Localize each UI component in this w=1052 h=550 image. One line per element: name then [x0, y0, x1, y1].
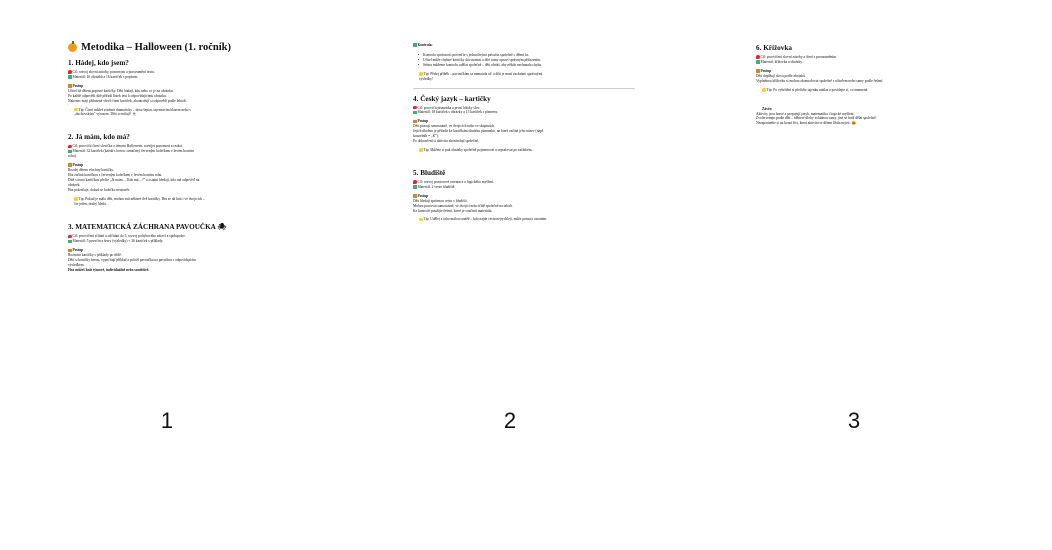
clipboard-icon: [413, 120, 417, 124]
goal-line: Cíl: rozvoj slovní zásoby, pozornosti a porozumění textu.: [68, 70, 290, 75]
page-number-3: 3: [847, 408, 861, 433]
tip-text: Tip: Pokud je málo dětí, mohou mít některé dvě kartičky. Hra se dá hrát i ve dvojicích – čte jeden, druhý hledá.: [74, 196, 205, 206]
procedure-line: Hra pokračuje, dokud se kolečko neuzavře.: [68, 187, 131, 192]
check-item: • Sebou můžeme kontrolu udělat společně – děti obrátí, aby někdo nechanala chyba.: [423, 63, 639, 68]
procedure-line: Rozmísti kartičky s příklady po třídě.: [68, 253, 122, 258]
material-icon: [68, 240, 72, 244]
tip-text: Tip: Po vyluštění si přečtěte tajenku nahlas a povídejte si, co znamená.: [762, 88, 978, 93]
pin-icon: [756, 55, 760, 59]
material-line-cont: rohu).: [68, 154, 77, 159]
clipboard-icon: [68, 249, 72, 253]
section-heading: 6. Křížovka: [756, 44, 792, 52]
clipboard-icon: [413, 194, 417, 198]
conclusion-label: Závěr:: [762, 106, 773, 111]
section-heading: 3. MATEMATICKÁ ZÁCHRANA PAVOUČKA 🕷: [68, 223, 227, 232]
material-icon: [68, 75, 72, 79]
material-line: Materiál: 2 verze bludiště.: [413, 185, 635, 190]
goal-line: Cíl: rozvoj prostorové orientace a logického myšlení.: [413, 180, 635, 185]
procedure-label: Postup: [68, 248, 294, 252]
page-number-1: 1: [160, 408, 174, 433]
material-line: Materiál: 18 kartiček s obrázky a 15 kartiček s písmeny.: [413, 110, 635, 115]
tip-text: Tip: Udělej z toho malou soutěž – kdo najde cestu nejrychleji, může pomoct ostatním.: [419, 217, 635, 222]
material-line: Materiál: 5 pavučin a šesty (výsledky) + 36 kartiček s příklady.: [68, 239, 290, 244]
clipboard-icon: [68, 84, 72, 88]
page-2-thumbnail[interactable]: [407, 34, 639, 364]
section-heading: 5. Bludiště: [413, 168, 446, 177]
procedure-line: Ke kontrole použijte řešení, které je součástí materiálu.: [413, 208, 493, 213]
bulb-icon: [419, 148, 423, 152]
conclusion-line: Aktivity jsou hravé a propojují jazyk, matematiku i logické myšlení.: [756, 111, 855, 116]
goal-line: Cíl: procvičení sčítání a odčítání do 5, rozvoj pohybového zdraví a spolupráce.: [68, 234, 290, 239]
section-heading: 2. Já mám, kdo má?: [68, 133, 130, 142]
procedure-line: Hra začíná kartičkou s červeným kolečkem v levém horním rohu.: [68, 172, 163, 177]
procedure-line: kouzelník = „K").: [413, 134, 439, 139]
procedure-line: Rozdej dětem všechny kartičky.: [68, 168, 114, 173]
material-icon: [68, 150, 72, 154]
document-title: Metodika – Halloween (1. ročník): [68, 42, 294, 53]
procedure-line: Vyplněnou křížovku si mohou zkontrolovat společně s učitelem nebo samy podle řešení.: [756, 78, 884, 83]
procedure-line: Po každé odpovědi dítě přiřadí lístek text k odpovídajícímu obrázku.: [68, 93, 167, 98]
material-line: Materiál: křížovka a obrázky.: [756, 60, 978, 65]
procedure-line: Hra můžeš hrát týmově, individuálně nebo soutěživě.: [68, 267, 150, 272]
procedure-line: Děti doplňují slova podle obrázků.: [756, 73, 806, 78]
procedure-line: Nakonec mají přiřazené všech čtení kartiček, zkontrolují si odpovědi podle lektoři.: [68, 98, 187, 103]
procedure-label: Postup: [756, 69, 982, 73]
goal-line: Cíl: procvičit písmenka a první hlásky slov.: [413, 106, 635, 111]
bulb-icon: [762, 88, 766, 92]
procedure-label: Postup: [413, 194, 639, 198]
procedure-line: Po dokončení si aktivitu zkontrolují společně.: [413, 139, 479, 144]
procedure-line: Mohou pracovat samostatně, ve dvojicí nebo třídě společně na tabuli.: [413, 203, 513, 208]
tip-text: Tip: Přidej příběh – pavoučkům se namotala síť a děti je musí zachránit správnými výsledky!: [419, 71, 543, 81]
divider: [413, 88, 635, 89]
section-heading: 4. Český jazyk – kartičky: [413, 94, 491, 103]
pumpkin-icon: [68, 43, 77, 52]
clipboard-icon: [68, 163, 72, 167]
material-line: Materiál: 32 kartiček (každá s horou: označený červeným kolečkem v levém horním: [68, 149, 290, 154]
check-label: Kontrola:: [413, 43, 639, 47]
bulb-icon: [74, 197, 78, 201]
check-item: • Kontrola správnosti proveďte s jednotlivými pavučin společně s dětmi ks.: [423, 53, 639, 58]
goal-line: Cíl: procvičit čtení slovíčka o tématu Halloween, rozvíjet pozornost a reakci.: [68, 144, 290, 149]
material-icon: [413, 185, 417, 189]
procedure-line: Děti pracují samostatně, ve dvojicích nebo ve skupinách.: [413, 124, 495, 129]
procedure-line: Děti hledají správnou cestu v bludišti.: [413, 198, 468, 203]
material-icon: [756, 60, 760, 64]
material-icon: [413, 111, 417, 115]
procedure-line: Učitel dá dětem popisné kartičky. Děti hádají, kdo nebo co je na obrázku.: [68, 88, 174, 93]
page-3-thumbnail[interactable]: [750, 34, 982, 364]
conclusion-line: Zvolte tempo podle dětí – některé úlohy zvládnou samy, jiné se hodí dělat společně.: [756, 116, 877, 121]
procedure-label: Postup: [413, 119, 639, 123]
procedure-line: Děti si kartičky berou, vypočítají příklad a položí pavoučka na pavučinu s odpovídajícím: [68, 258, 196, 263]
conclusion-line: Nezapomeňte si na konci říct, která aktivita se dětem líbila nejvíc. 🎃: [756, 121, 857, 126]
procedure-line: obrázek.: [68, 182, 81, 187]
pin-icon: [68, 235, 72, 239]
bulb-icon: [419, 218, 423, 222]
pin-icon: [68, 145, 72, 149]
pin-icon: [68, 70, 72, 74]
bulb-icon: [74, 108, 78, 112]
page-number-2: 2: [503, 408, 517, 433]
procedure-line: Jejich úkolem je přiřadit ke kartičkám obrázku písmenko, na které začíná jeho název (např.: [413, 129, 545, 134]
procedure-line: výsledkem.: [68, 263, 85, 268]
goal-line: Cíl: procvičení slovní zásoby a čtení s porozuměním.: [756, 55, 978, 60]
material-line: Materiál: 16 obrázků a 16 kartiček s popisem.: [68, 75, 290, 80]
tip-text: Tip: Můžete si pak obrázky společně pojmenovat a sepsalovat po začátkém.: [419, 148, 635, 153]
pin-icon: [413, 180, 417, 184]
page-1-thumbnail[interactable]: [62, 34, 294, 364]
check-icon: [413, 43, 417, 47]
tip-text: Tip: Čtení můžeš ztvárnit dramaticky – dosu šeptat, tajemstvím hlasem nebo s „duchovským" výrazem. Děti to milují! 👻: [74, 107, 191, 117]
bulb-icon: [419, 72, 423, 76]
pin-icon: [413, 106, 417, 110]
clipboard-icon: [756, 69, 760, 73]
procedure-label: Postup: [68, 163, 294, 167]
check-item: • Učitel může chybné kartičky dát stranou a dítě samy opraví správným přiřazením.: [423, 58, 639, 63]
procedure-line: Dítě s touto kartičkou přečte „Já mám… Kdo má…?" a ostatní hledají, kdo má odpověď na: [68, 177, 200, 182]
procedure-label: Postup: [68, 84, 294, 88]
section-heading: 1. Hádej, kdo jsem?: [68, 59, 129, 67]
